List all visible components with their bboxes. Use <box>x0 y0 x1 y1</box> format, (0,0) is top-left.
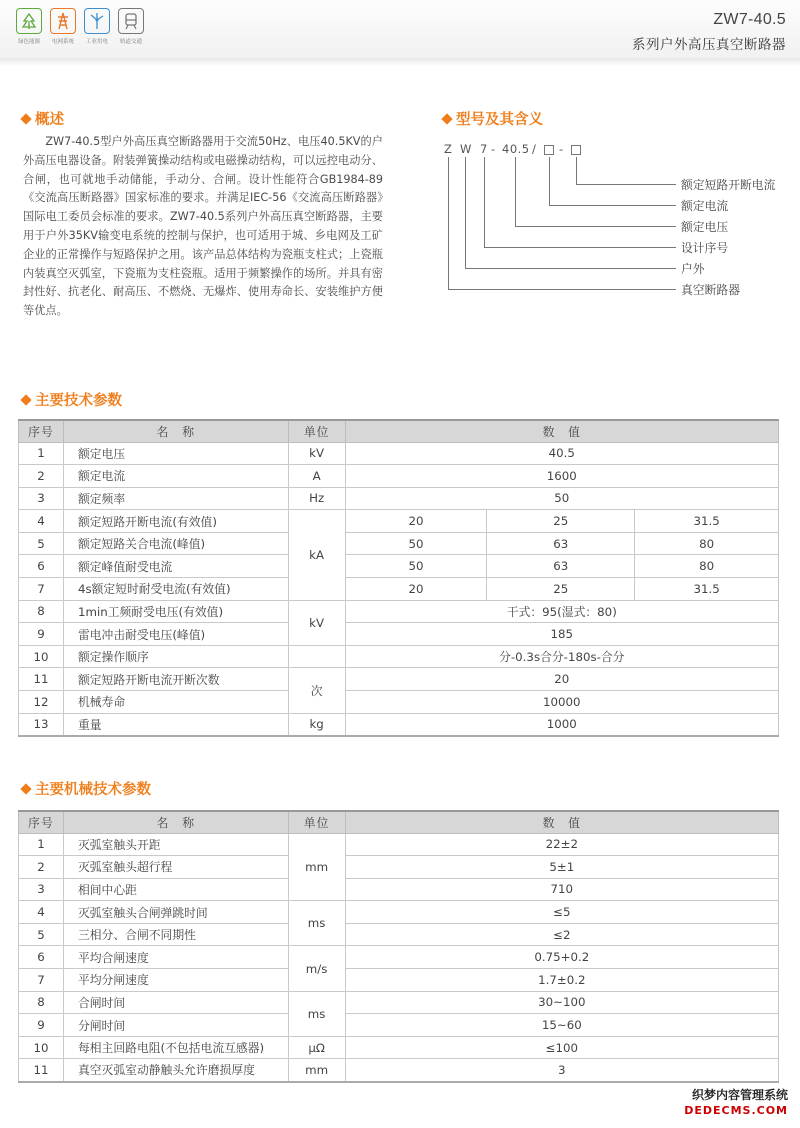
table-cell: kg <box>288 713 345 736</box>
table-cell: 2 <box>19 465 64 488</box>
table-cell: 次 <box>288 668 345 713</box>
table-cell: 31.5 <box>635 510 779 533</box>
code-dash: - <box>491 142 496 156</box>
table-cell: 6 <box>19 946 64 969</box>
table-cell: 185 <box>345 623 778 646</box>
diamond-bullet-icon <box>20 783 31 794</box>
table-cell: 3 <box>345 1059 778 1082</box>
table-cell: 额定短路开断电流(有效值) <box>63 510 288 533</box>
tech-params-heading: 主要技术参数 <box>22 389 122 410</box>
table-cell: ms <box>288 901 345 946</box>
table-cell: μΩ <box>288 1036 345 1059</box>
table-row <box>19 713 779 736</box>
table-cell: 63 <box>487 532 635 555</box>
table-row <box>19 555 779 578</box>
table-cell: 额定短路开断电流开断次数 <box>63 668 288 691</box>
table-cell: 7 <box>19 578 64 601</box>
table-cell: 机械寿命 <box>63 691 288 714</box>
table-cell: 1 <box>19 833 64 856</box>
table-header-row: 序号 名 称 单位 数 值 <box>19 811 779 833</box>
table-cell: 12 <box>19 691 64 714</box>
table-cell: ≤100 <box>345 1036 778 1059</box>
table-cell: 灭弧室触头合闸弹跳时间 <box>63 901 288 924</box>
product-model: ZW7-40.5 <box>713 11 786 28</box>
table-header-row: 序号 名 称 单位 数 值 <box>19 420 779 442</box>
code-voltage: 40.5 <box>502 142 530 156</box>
table-cell: 8 <box>19 600 64 623</box>
code-dash-2: - <box>559 142 564 156</box>
table-cell: 1min工频耐受电压(有效值) <box>63 600 288 623</box>
table-cell: 真空灭弧室动静触头允许磨损厚度 <box>63 1059 288 1082</box>
green-energy-icon <box>16 8 42 34</box>
diamond-bullet-icon <box>20 394 31 405</box>
table-cell: 80 <box>635 532 779 555</box>
table-cell: 20 <box>345 510 487 533</box>
table-cell: 平均分闸速度 <box>63 969 288 992</box>
table-cell: 4 <box>19 510 64 533</box>
tech-params-table <box>18 419 779 737</box>
table-cell: 13 <box>19 713 64 736</box>
table-cell: ≤5 <box>345 901 778 924</box>
table-cell: 相间中心距 <box>63 878 288 901</box>
model-meaning-heading: 型号及其含义 <box>443 108 543 129</box>
table-cell: 4s额定短时耐受电流(有效值) <box>63 578 288 601</box>
diamond-bullet-icon <box>20 113 31 124</box>
title-block <box>632 11 786 53</box>
table-cell: m/s <box>288 946 345 991</box>
table-row <box>19 969 779 992</box>
table-cell <box>288 645 345 668</box>
table-cell: 710 <box>345 878 778 901</box>
table-row <box>19 532 779 555</box>
table-row <box>19 600 779 623</box>
table-row <box>19 442 779 465</box>
table-row <box>19 1036 779 1059</box>
table-cell: Hz <box>288 487 345 510</box>
table-cell: 1000 <box>345 713 778 736</box>
code-7: 7 <box>480 142 488 156</box>
code-current-box <box>544 144 554 158</box>
table-cell: 合闸时间 <box>63 991 288 1014</box>
table-cell: 5 <box>19 923 64 946</box>
code-breaking-box <box>571 144 581 158</box>
table-cell: 分-0.3s合分-180s-合分 <box>345 645 778 668</box>
table-cell: 三相分、合闸不同期性 <box>63 923 288 946</box>
product-subtitle: 系列户外高压真空断路器 <box>632 37 786 53</box>
table-row <box>19 901 779 924</box>
table-cell: kA <box>288 510 345 600</box>
table-cell: 9 <box>19 623 64 646</box>
table-cell: 每相主回路电阻(不包括电流互感器) <box>63 1036 288 1059</box>
table-cell: 11 <box>19 1059 64 1082</box>
table-cell: A <box>288 465 345 488</box>
table-cell: 80 <box>635 555 779 578</box>
table-cell: ≤2 <box>345 923 778 946</box>
table-row <box>19 991 779 1014</box>
table-cell: 25 <box>487 510 635 533</box>
table-cell: 3 <box>19 487 64 510</box>
table-row <box>19 623 779 646</box>
label-rated-current: 额定电流 <box>681 199 729 213</box>
table-row <box>19 923 779 946</box>
table-row <box>19 1059 779 1082</box>
table-row <box>19 833 779 856</box>
table-row <box>19 856 779 879</box>
table-cell: ms <box>288 991 345 1036</box>
table-cell: 5 <box>19 532 64 555</box>
table-cell: 6 <box>19 555 64 578</box>
table-row <box>19 878 779 901</box>
table-cell: 1600 <box>345 465 778 488</box>
rail-transit-icon <box>118 8 144 34</box>
table-cell: 1 <box>19 442 64 465</box>
table-row <box>19 691 779 714</box>
table-cell: 10 <box>19 1036 64 1059</box>
table-cell: 0.75+0.2 <box>345 946 778 969</box>
table-cell: 40.5 <box>345 442 778 465</box>
table-row <box>19 510 779 533</box>
table-cell: kV <box>288 442 345 465</box>
label-rated-voltage: 额定电压 <box>681 220 729 234</box>
table-row <box>19 946 779 969</box>
table-cell: mm <box>288 833 345 901</box>
table-cell: 额定操作顺序 <box>63 645 288 668</box>
table-row <box>19 578 779 601</box>
table-cell: 9 <box>19 1014 64 1037</box>
table-cell: 灭弧室触头超行程 <box>63 856 288 879</box>
table-cell: 重量 <box>63 713 288 736</box>
green-energy: 绿色能源 <box>15 8 43 45</box>
table-cell: 63 <box>487 555 635 578</box>
mech-params-table <box>18 810 779 1083</box>
table-row <box>19 668 779 691</box>
table-cell: 50 <box>345 532 487 555</box>
label-design-no: 设计序号 <box>681 241 729 255</box>
table-cell: 干式：95(湿式：80) <box>345 600 778 623</box>
industrial-power-icon <box>84 8 110 34</box>
table-cell: 1.7±0.2 <box>345 969 778 992</box>
table-cell: 20 <box>345 578 487 601</box>
table-cell: 22±2 <box>345 833 778 856</box>
table-row <box>19 465 779 488</box>
table-cell: 10 <box>19 645 64 668</box>
table-cell: 30~100 <box>345 991 778 1014</box>
table-cell: 10000 <box>345 691 778 714</box>
table-cell: 11 <box>19 668 64 691</box>
table-cell: 2 <box>19 856 64 879</box>
table-cell: 额定电压 <box>63 442 288 465</box>
table-cell: mm <box>288 1059 345 1082</box>
rail-transit: 轨道交通 <box>117 8 145 45</box>
table-cell: 额定频率 <box>63 487 288 510</box>
overview-heading: 概述 <box>22 108 64 129</box>
industrial-power: 工业用电 <box>83 8 111 45</box>
table-cell: 分闸时间 <box>63 1014 288 1037</box>
code-z: Z <box>444 142 453 156</box>
table-cell: 4 <box>19 901 64 924</box>
table-row <box>19 645 779 668</box>
diamond-bullet-icon <box>441 113 452 124</box>
table-row <box>19 487 779 510</box>
label-outdoor: 户外 <box>681 262 705 276</box>
table-cell: 额定峰值耐受电流 <box>63 555 288 578</box>
label-breaking-current: 额定短路开断电流 <box>681 178 776 192</box>
application-icons <box>15 8 145 45</box>
label-vacuum-breaker: 真空断路器 <box>681 283 740 297</box>
table-cell: 8 <box>19 991 64 1014</box>
table-cell: 20 <box>345 668 778 691</box>
table-cell: 雷电冲击耐受电压(峰值) <box>63 623 288 646</box>
table-cell: 50 <box>345 487 778 510</box>
table-row <box>19 1014 779 1037</box>
table-cell: 50 <box>345 555 487 578</box>
table-cell: 7 <box>19 969 64 992</box>
mech-params-heading: 主要机械技术参数 <box>22 778 151 799</box>
table-cell: 平均合闸速度 <box>63 946 288 969</box>
table-cell: 25 <box>487 578 635 601</box>
table-cell: 额定短路关合电流(峰值) <box>63 532 288 555</box>
code-slash: / <box>532 142 537 156</box>
table-cell: 15~60 <box>345 1014 778 1037</box>
table-cell: kV <box>288 600 345 645</box>
table-cell: 5±1 <box>345 856 778 879</box>
table-cell: 灭弧室触头开距 <box>63 833 288 856</box>
table-cell: 31.5 <box>635 578 779 601</box>
table-cell: 3 <box>19 878 64 901</box>
table-cell: 额定电流 <box>63 465 288 488</box>
grid-system: 电网系统 <box>49 8 77 45</box>
watermark: 织梦内容管理系统 DEDECMS.COM <box>684 1088 788 1117</box>
overview-text: ZW7-40.5型户外高压真空断路器用于交流50Hz、电压40.5KV的户外高压电器设备。附装弹簧操动结构或电磁操动结构，可以远控电动分、合闸，也可就地手动储能，手动分、合闸。设计性能符合GB1984-89《交流高压断路器》国家标准的要求。并满足IEC-56《交流高压断路器》国际电工委员会标准的要求。ZW7-40.5系列户外高压真空断路器，主要用于户外35KV输变电系统的控制与保护，也可适用于城、乡电网及工矿企业的正常操作与短路保护之用。该产品总体结构为瓷瓶支柱式；上瓷瓶内装真空灭弧室，下瓷瓶为支柱瓷瓶。适用于频繁操作的场所。并具有密封性好、抗老化、耐高压、不燃烧、无爆炸、使用寿命长、安装维护方便等优点。 <box>23 135 383 318</box>
grid-system-icon <box>50 8 76 34</box>
code-w: W <box>460 142 472 156</box>
